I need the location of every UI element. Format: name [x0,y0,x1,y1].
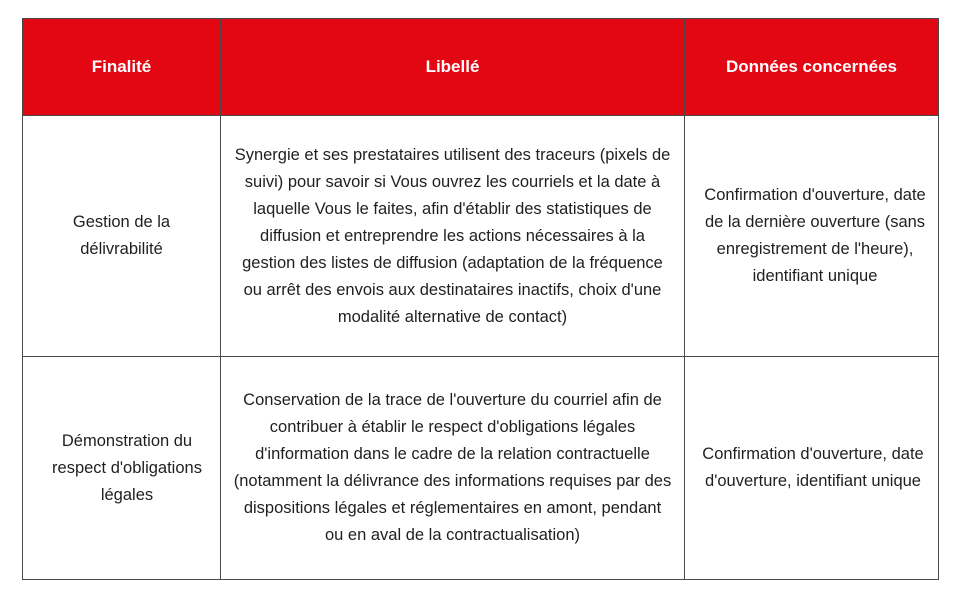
table-row [23,357,939,580]
header-row [23,19,939,116]
cell-donnees-text: Confirmation d'ouverture, date d'ouverture, identifiant unique [702,445,924,490]
table-body [23,116,939,580]
cell-libelle: Synergie et ses prestataires utilisent des traceurs (pixels de suivi) pour savoir si Vous ouvrez les courriels et la date à laquelle Vous le faites, afin d'établir des statistiques de diffusion et entreprendre les actions nécessaires à la gestion des listes de diffusion (adaptation de la fréquence ou arrêt des envois aux destinataires inactifs, choix d'une modalité alternative de contact) [221,116,685,357]
cell-libelle: Conservation de la trace de l'ouverture du courriel afin de contribuer à établir le respect d'obligations légales d'information dans le cadre de la relation contractuelle (notamment la délivrance des informations requises par des dispositions légales et réglementaires en amont, pendant ou en aval de la contractualisation) [221,357,685,580]
cell-finalite-text: Démonstration du respect d'obligations légales [52,431,202,504]
cell-donnees [685,116,939,357]
header-donnees-concernees: Données concernées [685,19,939,116]
table-header [23,19,939,116]
data-processing-table [22,18,939,580]
table-row [23,116,939,357]
cell-donnees-text: Confirmation d'ouverture, date de la dernière ouverture (sans enregistrement de l'heure), identifiant unique [704,186,926,285]
header-finalite: Finalité [23,19,221,116]
cell-finalite-text: Gestion de la délivrabilité [72,213,171,258]
cell-finalite [23,116,221,357]
cell-donnees [685,357,939,580]
header-libelle: Libellé [221,19,685,116]
cell-finalite [23,357,221,580]
